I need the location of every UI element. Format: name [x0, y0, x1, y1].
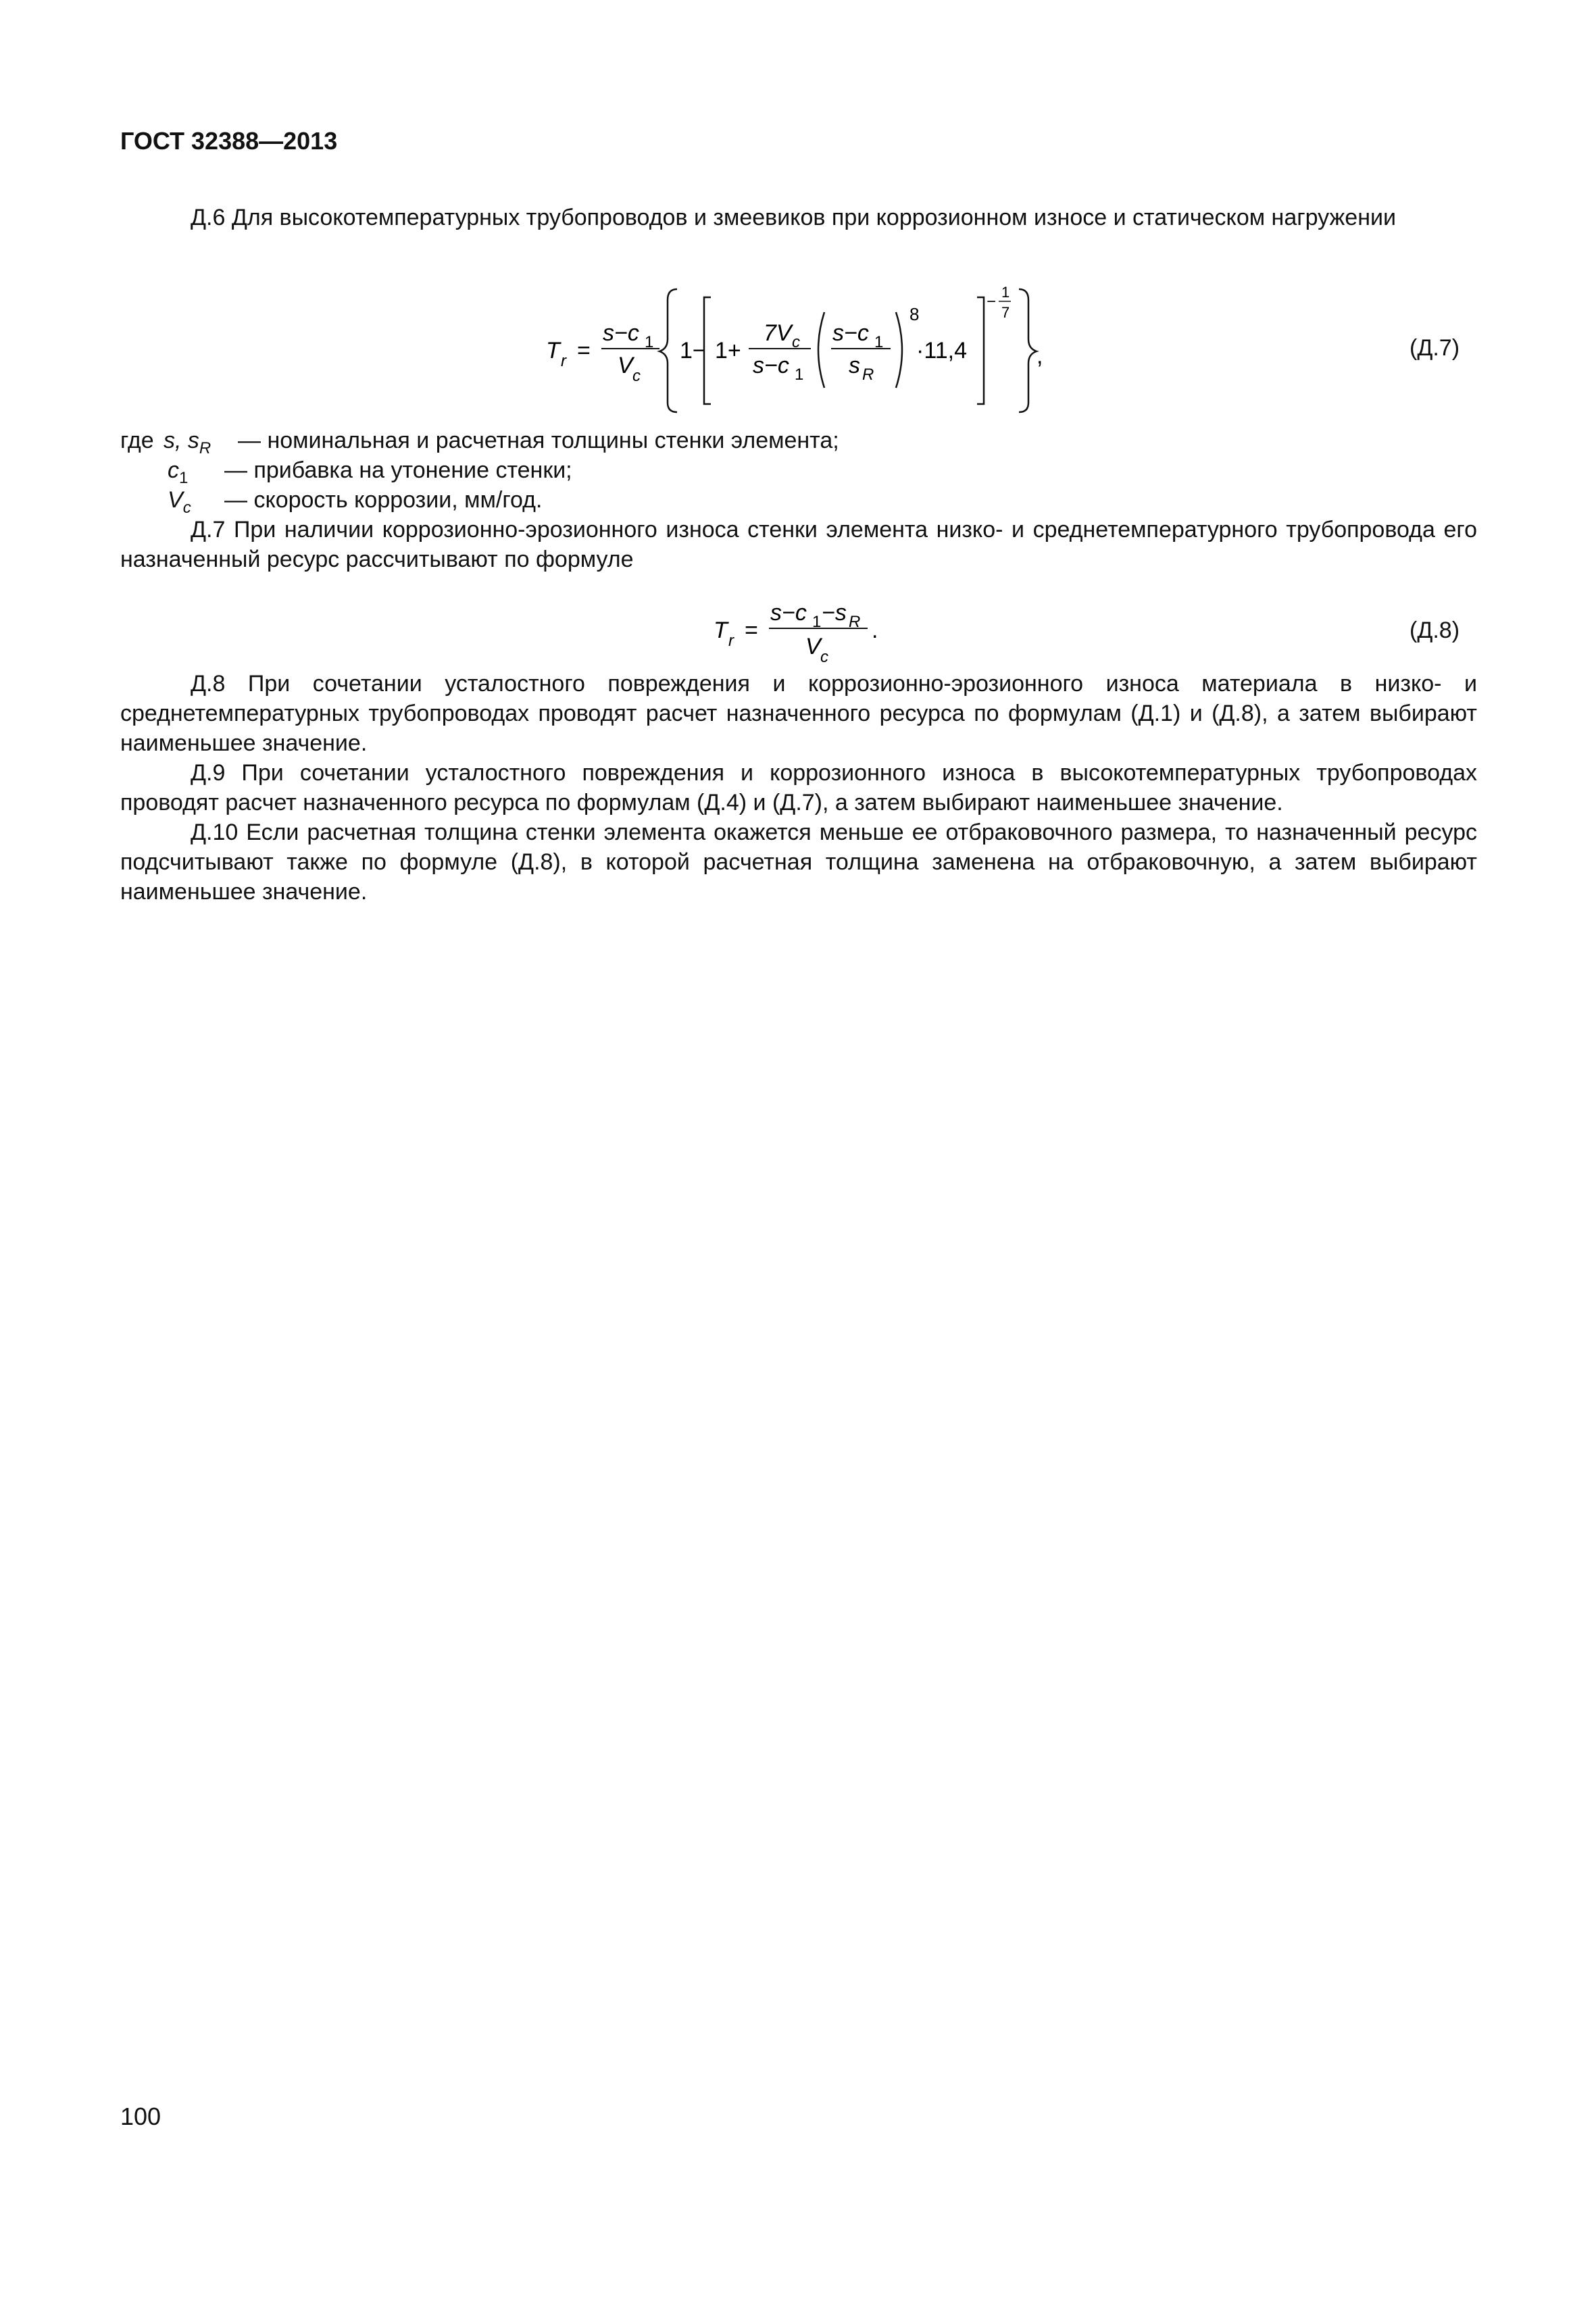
formula-d7-right-paren — [896, 312, 902, 388]
formula-d8-lhs: T — [714, 618, 728, 643]
formula-d8-lhs-sub: r — [728, 632, 734, 650]
section-d10: Д.10 Если расчетная толщина стенки элемента окажется меньше ее отбраковочного размера, то назначенный ресурс подсчитывают также по формуле (Д.8), в которой расчетная толщина заменена на отбраковочную, а затем выбирают наименьшее значение. — [120, 820, 1477, 905]
formula-d7-left-brace — [659, 289, 677, 412]
formula-d7-frac3-num-sub: 1 — [874, 333, 884, 351]
formula-d8-den-sub: c — [820, 648, 828, 666]
formula-d7-one-minus: 1− — [680, 338, 706, 363]
document-header: ГОСТ 32388—2013 — [120, 127, 338, 155]
section-d7: Д.7 При наличии коррозионно-эрозионного износа стенки элемента низко- и среднетемпературного трубопровода его назначенный ресурс рассчитывают по формуле — [120, 517, 1477, 572]
formula-d7-frac2-num: 7V — [764, 320, 792, 346]
formula-d7-equals: = — [577, 338, 591, 363]
section-d6: Д.6 Для высокотемпературных трубопроводов и змеевиков при коррозионном износе и статическом нагружении — [191, 205, 1396, 230]
legend-text-vc: — скорость коррозии, мм/год. — [224, 487, 543, 513]
legend-text-s-sr: — номинальная и расчетная толщины стенки элемента; — [238, 428, 839, 453]
formula-d7-left-paren — [818, 312, 824, 388]
formula-d7-frac1-den: V — [618, 353, 633, 378]
formula-d7-frac2-den: s−c — [753, 353, 789, 378]
page-number: 100 — [120, 2103, 161, 2130]
formula-d7-frac3-num: s−c — [832, 320, 869, 346]
formula-d7-inner-exponent: 8 — [909, 304, 920, 324]
legend — [120, 426, 1201, 520]
section-d8: Д.8 При сочетании усталостного повреждения и коррозионно-эрозионного износа материала в низко- и среднетемпературных трубопроводах проводят расчет назначенного ресурса по формулам (Д.1) и (Д.8), а затем выбирают наименьшее значение. — [120, 671, 1477, 756]
formula-d7-frac3-den: s — [849, 353, 860, 378]
formula-d7-right-brace — [1019, 289, 1037, 412]
formula-d7-frac3-den-sub: R — [862, 366, 874, 384]
legend-symbol-vc: $V_c$ — [168, 487, 191, 517]
formula-d7-outer-exp-num: 1 — [1001, 284, 1010, 301]
formula-d7-lhs: T — [546, 338, 560, 363]
legend-symbol-c1: $c_1$ — [168, 457, 189, 487]
formula-d7-lhs-sub: r — [561, 352, 566, 370]
formula-d8-num-sub1: 1 — [812, 613, 822, 631]
formula-d7-frac1-den-sub: c — [632, 367, 641, 385]
equation-number-d8: (Д.8) — [1410, 618, 1460, 643]
formula-d7-trailing: , — [1037, 343, 1043, 369]
legend-intro: где — [120, 428, 154, 453]
formula-d8-num-sub2: R — [849, 613, 861, 631]
formula-d7-frac2-den-sub: 1 — [795, 366, 804, 384]
formula-d8-trailing: . — [872, 618, 878, 643]
formula-d7 — [527, 282, 1068, 418]
formula-d8-equals: = — [745, 618, 758, 643]
legend-symbol-s-sr: s, $s_R$ — [164, 428, 211, 457]
formula-d7-frac2-num-sub: c — [792, 333, 800, 351]
formula-d7-one-plus: 1+ — [715, 338, 741, 363]
formula-d7-frac1-num: s−c — [603, 320, 639, 346]
section-d9: Д.9 При сочетании усталостного повреждения и коррозионного износа в высокотемпературных трубопроводах проводят расчет назначенного ресурса по формулам (Д.4) и (Д.7), а затем выбирают наименьшее значение. — [120, 760, 1477, 815]
formula-d7-outer-exp-den: 7 — [1001, 304, 1010, 321]
formula-d8-den: V — [805, 634, 821, 659]
formula-d7-outer-exp-minus: − — [987, 293, 997, 311]
formula-d8-num-tail: −s — [822, 600, 847, 626]
formula-d7-right-bracket — [977, 297, 984, 404]
formula-d8 — [703, 595, 905, 669]
formula-d8-num: s−c — [770, 600, 807, 626]
equation-number-d7: (Д.7) — [1410, 335, 1460, 361]
formula-d7-frac1-num-sub: 1 — [645, 333, 654, 351]
formula-d7-multiplier: ·11,4 — [916, 338, 967, 363]
legend-text-c1: — прибавка на утонение стенки; — [224, 457, 572, 483]
